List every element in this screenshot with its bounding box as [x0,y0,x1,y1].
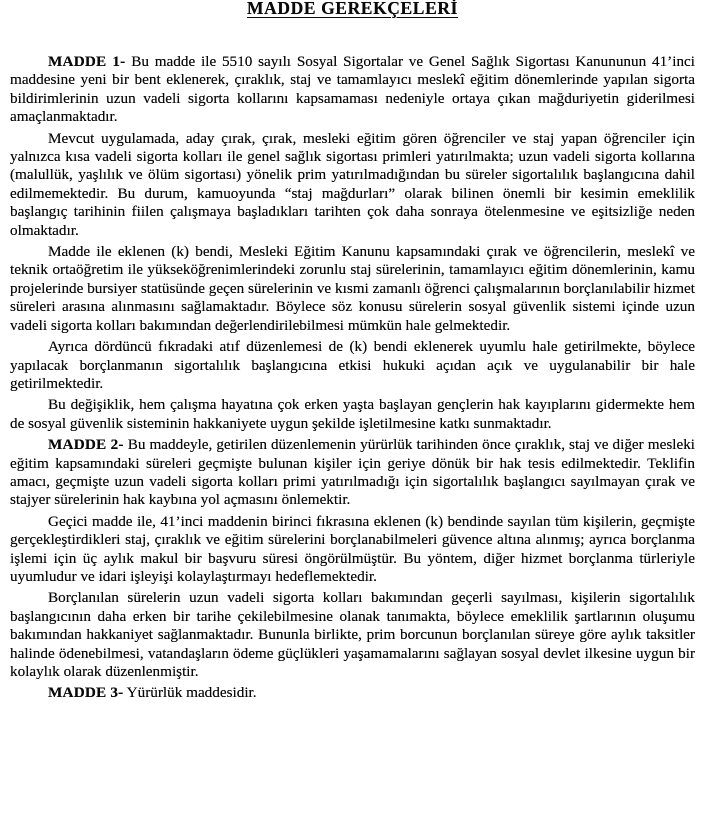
paragraph-text: Bu madde ile 5510 sayılı Sosyal Sigortalar ve Genel Sağlık Sigortası Kanununun 41’inci maddesine yeni bir bent eklenerek, çıraklık, staj ve tamamlayıcı meslekî eğitim dönemlerinde yapılan sigorta bildirimlerinin uzun vadeli sigorta kollarını kapsamaması nedeniyle ortaya çıkan mağduriyetin giderilmesi amaçlanmaktadır. [10,53,696,126]
paragraph-madde-1 [10,53,695,127]
madde-2-label: MADDE 2- [48,436,124,454]
paragraph-text: Madde ile eklenen (k) bendi, Mesleki Eğitim Kanunu kapsamındaki çırak ve öğrencilerin, meslekî ve teknik ortaöğretim ile yükseköğrenimlerindeki zorunlu staj sürelerinin, tamamlayıcı eğitim dönemlerinin, kamu projelerinde bursiyer statüsünde geçen sürelerinin ve kısmi zamanlı öğrenci çalışmalarının borçlanılabilir hizmet süreleri arasına alınmasını sağlamaktadır. Böylece söz konusu sürelerin sosyal güvenlik sistemi içinde uzun vadeli sigorta kolları bakımından değerlendirilebilmesi mümkün hale gelmektedir. [10,243,695,334]
paragraph [10,130,695,240]
paragraph [10,513,695,587]
paragraph [10,243,695,335]
paragraph [10,396,695,433]
paragraph-text: Bu maddeyle, getirilen düzenlemenin yürürlük tarihinden önce çıraklık, staj ve diğer mesleki eğitim kapsamındaki süreleri geçmişte bulunan kişiler için geriye dönük bir hak tesis edilmektedir. Teklifin amacı, geçmişte uzun vadeli sigorta kolları primi yatırılmadığı için sigortalılık başlangıcı sayılmayan çırak ve stajyer sürelerinin hak kaybına yol açmasını önlemektir. [10,436,696,509]
paragraph-madde-3 [10,684,695,702]
madde-1-label: MADDE 1- [48,53,126,70]
paragraph-text: Geçici madde ile, 41’inci maddenin birinci fıkrasına eklenen (k) bendinde sayılan tüm kişilerin, geçmişte gerçekleştirdikleri staj, çıraklık ve eğitim sürelerini borçlanabilmeleri güvence altına alınmış; ayrıca borçlanma işlemi için üç aylık makul bir başvuru süresi öngörülmüştür. Bu yöntem, diğer hizmet borçlanma türleriyle uyumludur ve idari işleyişi kolaylaştırmayı hedeflemektedir. [10,512,695,585]
paragraph-text: Ayrıca dördüncü fıkradaki atıf düzenlemesi de (k) bendi eklenerek uyumlu hale getirilmekte, böylece yapılacak borçlanmanın sigortalılık başlangıcına etkisi hukuki açıdan açık ve uygulanabilir bir hale getirilmektedir. [10,338,695,392]
page-title: MADDE GEREKÇELERİ [247,0,458,18]
paragraph [10,338,695,393]
madde-3-label: MADDE 3- [48,684,124,702]
paragraph [10,589,695,681]
paragraph-madde-2 [10,436,695,510]
paragraph-text: Yürürlük maddesidir. [126,684,257,702]
paragraph-text: Bu değişiklik, hem çalışma hayatına çok erken yaşta başlayan gençlerin hak kayıplarını gidermekte hem de sosyal güvenlik sisteminin hakkaniyete uygun şekilde işletilmesine katkı sunmaktadır. [10,396,695,432]
paragraph-text: Mevcut uygulamada, aday çırak, çırak, mesleki eğitim gören öğrenciler ve staj yapan öğrenciler için yalnızca kısa vadeli sigorta kolları ile genel sağlık sigortası primleri yatırılmakta; uzun vadeli sigorta kollarına (malullük, yaşlılık ve ölüm sigortası) yönelik prim yatırılmadığından bu süreler sigortalılık başlangıcına dahil edilmemektedir. Bu durum, kamuoyunda “staj mağdurları” olarak bilinen önemli bir kesimin emeklilik başlangıç tarihinin fiilen çalışmaya başladıkları tarihten çok daha sonraya ötelenmesine ve eşitsizliğe neden olmaktadır. [10,129,695,239]
document-body [10,53,695,703]
paragraph-text: Borçlanılan sürelerin uzun vadeli sigorta kolları bakımından geçerli sayılması, kişilerin sigortalılık başlangıcının daha erken bir tarihe çekilebilmesine olanak tanımakta, böylece emeklilik şartlarının oluşumu bakımından hakkaniyet sağlanmaktadır. Bununla birlikte, prim borcunun borçlanılan süreye göre aylık taksitler halinde ödenebilmesi, vatandaşların ödeme güçlükleri yaşamamalarını sağlayan sosyal devlet ilkesine uygun bir kolaylık olarak düzenlenmiştir. [10,589,695,680]
